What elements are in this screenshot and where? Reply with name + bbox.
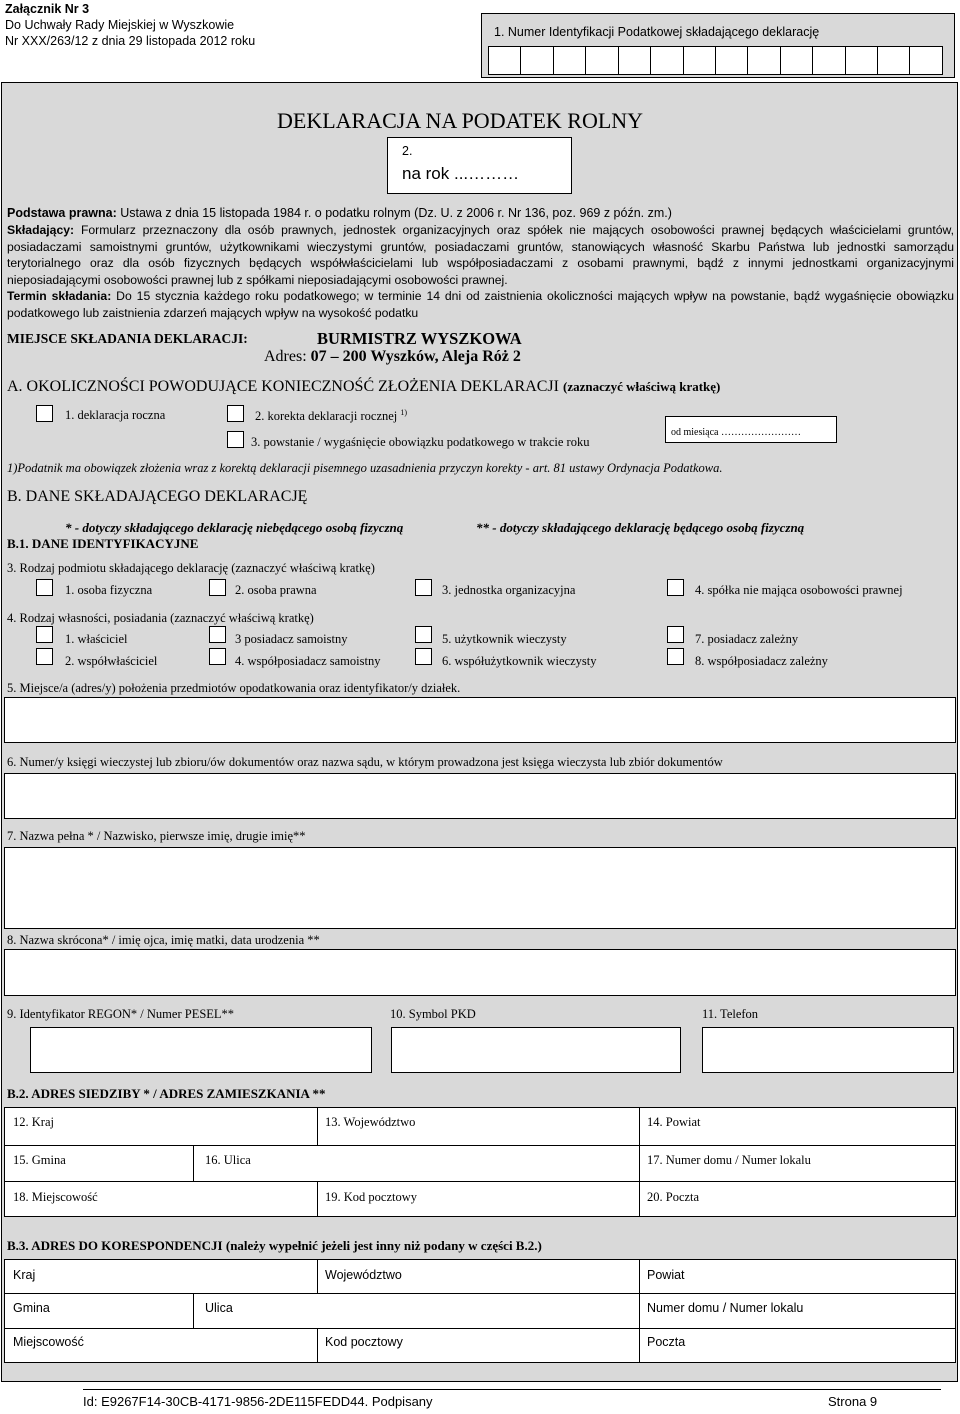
field-8-input[interactable] (4, 949, 956, 996)
footer-page-number: Strona 9 (828, 1394, 878, 1409)
checkbox-owner[interactable] (36, 626, 53, 643)
note-legal-person: * - dotyczy składającego deklarację niebędącego osobą fizyczną (65, 520, 404, 535)
nip-box (481, 13, 955, 78)
cell-country[interactable]: 12. Kraj (13, 1115, 54, 1129)
f3-option-4: 4. spółka nie mająca osobowości prawnej (695, 583, 903, 597)
month-label: od miesiąca …………………… (671, 427, 801, 438)
note-natural-person: ** - dotyczy składającego deklarację będącego osobą fizyczną (476, 520, 805, 535)
corr-cell-city[interactable]: Miejscowość (13, 1335, 84, 1349)
b3-title: B.3. ADRES DO KORESPONDENCJI (należy wypełnić jeżeli jest inny niż podany w części B.2.) (7, 1238, 542, 1253)
f4-option-6: 6. współużytkownik wieczysty (442, 654, 597, 668)
checkbox-natural-person[interactable] (36, 579, 53, 596)
cell-house-number[interactable]: 17. Numer domu / Numer lokalu (647, 1153, 811, 1167)
section-a-title: A. OKOLICZNOŚCI POWODUJĄCE KONIECZNOŚĆ ZŁOŻENIA DEKLARACJI (zaznaczyć właściwą kratkę) (7, 378, 721, 395)
corr-cell-street[interactable]: Ulica (205, 1301, 233, 1315)
checkbox-partnership[interactable] (667, 579, 684, 596)
cell-voivodeship[interactable]: 13. Województwo (325, 1115, 416, 1129)
field-9-input[interactable] (30, 1027, 372, 1073)
option-obligation-change: 3. powstanie / wygaśnięcie obowiązku podatkowego w trakcie roku (251, 435, 590, 449)
field-3-label: 3. Rodzaj podmiotu składającego deklarację (zaznaczyć właściwą kratkę) (7, 561, 375, 575)
f4-option-5: 5. użytkownik wieczysty (442, 632, 567, 646)
field-11-label: 11. Telefon (702, 1007, 759, 1021)
field-10-label: 10. Symbol PKD (390, 1007, 476, 1021)
corr-cell-house-number[interactable]: Numer domu / Numer lokalu (647, 1301, 804, 1315)
resolution-number: Nr XXX/263/12 z dnia 29 listopada 2012 roku (5, 34, 256, 48)
field-4-label: 4. Rodzaj własności, posiadania (zaznaczyć właściwą kratkę) (7, 611, 314, 625)
month-input[interactable] (665, 416, 837, 443)
f4-option-3: 3 posiadacz samoistny (235, 632, 348, 646)
cell-post-office[interactable]: 20. Poczta (647, 1190, 700, 1204)
section-b-title: B. DANE SKŁADAJĄCEGO DEKLARACJĘ (7, 488, 308, 505)
checkbox-co-independent-holder[interactable] (209, 648, 226, 665)
year-field-label: na rok ...……… (402, 164, 520, 183)
f4-option-7: 7. posiadacz zależny (695, 632, 799, 646)
deadline-description: Termin składania: Do 15 stycznia każdego roku podatkowego; w terminie 14 dni od zaistnienia okoliczności mających wpływ na powstanie, bądź wygaśnięcie obowiązku podatkowego lub zaistnienia zdarzeń mających wpływ na wysokość podatku (7, 289, 954, 320)
resolution-line: Do Uchwały Rady Miejskiej w Wyszkowie (5, 18, 235, 32)
corr-cell-county[interactable]: Powiat (647, 1268, 685, 1282)
place-address: Adres: 07 – 200 Wyszków, Aleja Róż 2 (264, 348, 521, 365)
corr-cell-voivodeship[interactable]: Województwo (325, 1268, 402, 1282)
nip-label: 1. Numer Identyfikacji Podatkowej składającego deklarację (494, 25, 820, 39)
checkbox-correction[interactable] (227, 405, 244, 422)
footer-rule (83, 1389, 941, 1390)
cell-postal-code[interactable]: 19. Kod pocztowy (325, 1190, 417, 1204)
field-8-label: 8. Nazwa skrócona* / imię ojca, imię matki, data urodzenia ** (7, 933, 320, 947)
field-11-input[interactable] (702, 1027, 954, 1073)
field-6-input[interactable] (4, 773, 956, 819)
field-7-input[interactable] (4, 847, 956, 929)
place-label: MIEJSCE SKŁADANIA DEKLARACJI: (7, 331, 248, 346)
cell-county[interactable]: 14. Powiat (647, 1115, 701, 1129)
checkbox-annual[interactable] (36, 405, 53, 422)
place-authority: BURMISTRZ WYSZKOWA (317, 329, 522, 348)
corr-cell-commune[interactable]: Gmina (13, 1301, 50, 1315)
legal-basis: Podstawa prawna: Ustawa z dnia 15 listopada 1984 r. o podatku rolnym (Dz. U. z 2006 r. Nr 136, poz. 969 z późn. zm.) (7, 206, 672, 220)
checkbox-co-dependent-holder[interactable] (667, 648, 684, 665)
cell-city[interactable]: 18. Miejscowość (13, 1190, 98, 1204)
checkbox-perpetual-user[interactable] (415, 626, 432, 643)
b1-title: B.1. DANE IDENTYFIKACYJNE (7, 536, 199, 551)
checkbox-dependent-holder[interactable] (667, 626, 684, 643)
field-5-input[interactable] (4, 697, 956, 743)
form-panel (1, 82, 958, 1382)
cell-commune[interactable]: 15. Gmina (13, 1153, 66, 1167)
field-5-label: 5. Miejsce/a (adres/y) położenia przedmiotów opodatkowania oraz identyfikator/y działek. (7, 681, 461, 695)
option-correction: 2. korekta deklaracji rocznej $^{1)}$ (255, 408, 408, 424)
f3-option-2: 2. osoba prawna (235, 583, 317, 597)
year-field-number: 2. (402, 144, 413, 158)
f3-option-1: 1. osoba fizyczna (65, 583, 153, 597)
field-9-label: 9. Identyfikator REGON* / Numer PESEL** (7, 1007, 235, 1021)
checkbox-obligation-change[interactable] (227, 431, 244, 448)
year-box[interactable] (387, 137, 572, 194)
correction-footnote: 1)Podatnik ma obowiązek złożenia wraz z korektą deklaracji pisemnego uzasadnienia przyczyn korekty - art. 81 ustawy Ordynacja Podatkowa. (7, 461, 723, 475)
corr-cell-post-office[interactable]: Poczta (647, 1335, 686, 1349)
f4-option-2: 2. współwłaściciel (65, 654, 158, 668)
footer-document-id: Id: E9267F14-30CB-4171-9856-2DE115FEDD44. Podpisany (83, 1394, 433, 1409)
field-7-label: 7. Nazwa pełna * / Nazwisko, pierwsze imię, drugie imię** (7, 829, 306, 843)
option-annual: 1. deklaracja roczna (65, 408, 166, 422)
corr-cell-postal-code[interactable]: Kod pocztowy (325, 1335, 403, 1349)
corr-cell-country[interactable]: Kraj (13, 1268, 36, 1282)
f4-option-4: 4. współposiadacz samoistny (235, 654, 381, 668)
checkbox-co-owner[interactable] (36, 648, 53, 665)
submitter-description: Składający: Formularz przeznaczony dla osób prawnych, jednostek organizacyjnych oraz spółek nie mających osobowości prawnej będących właścicielami gruntów, posiadaczami samoistnymi gruntów, użytkownikami wieczystymi gruntów, posiadaczami gruntów, stanowiących własność Skarbu Państwa lub jednostki samorządu terytorialnego oraz dla osób fizycznych będących współwłaścicielami lub współposiadaczami z osobami prawnymi, bądź z innymi jednostkami organizacyjnymi nieposiadającymi osobowości prawnej lub z spółkami nieposiadającymi osobowości prawnej. (7, 223, 954, 287)
page-title: DEKLARACJA NA PODATEK ROLNY (277, 108, 644, 133)
checkbox-co-perpetual-user[interactable] (415, 648, 432, 665)
header-left (5, 1, 295, 49)
f3-option-3: 3. jednostka organizacyjna (442, 583, 576, 597)
cell-street[interactable]: 16. Ulica (205, 1153, 251, 1167)
f4-option-1: 1. właściciel (65, 632, 128, 646)
checkbox-independent-holder[interactable] (209, 626, 226, 643)
checkbox-legal-person[interactable] (209, 579, 226, 596)
address-table (4, 1107, 956, 1217)
nip-input[interactable] (488, 46, 943, 75)
f4-option-8: 8. współposiadacz zależny (695, 654, 828, 668)
attachment-title: Załącznik Nr 3 (5, 2, 90, 16)
checkbox-organizational-unit[interactable] (415, 579, 432, 596)
b2-title: B.2. ADRES SIEDZIBY * / ADRES ZAMIESZKANIA ** (7, 1086, 326, 1101)
field-6-label: 6. Numer/y księgi wieczystej lub zbioru/ów dokumentów oraz nazwa sądu, w którym prowadzona jest księga wieczysta lub zbiór dokumentów (7, 755, 723, 769)
field-10-input[interactable] (391, 1027, 681, 1073)
correspondence-table (4, 1259, 956, 1363)
